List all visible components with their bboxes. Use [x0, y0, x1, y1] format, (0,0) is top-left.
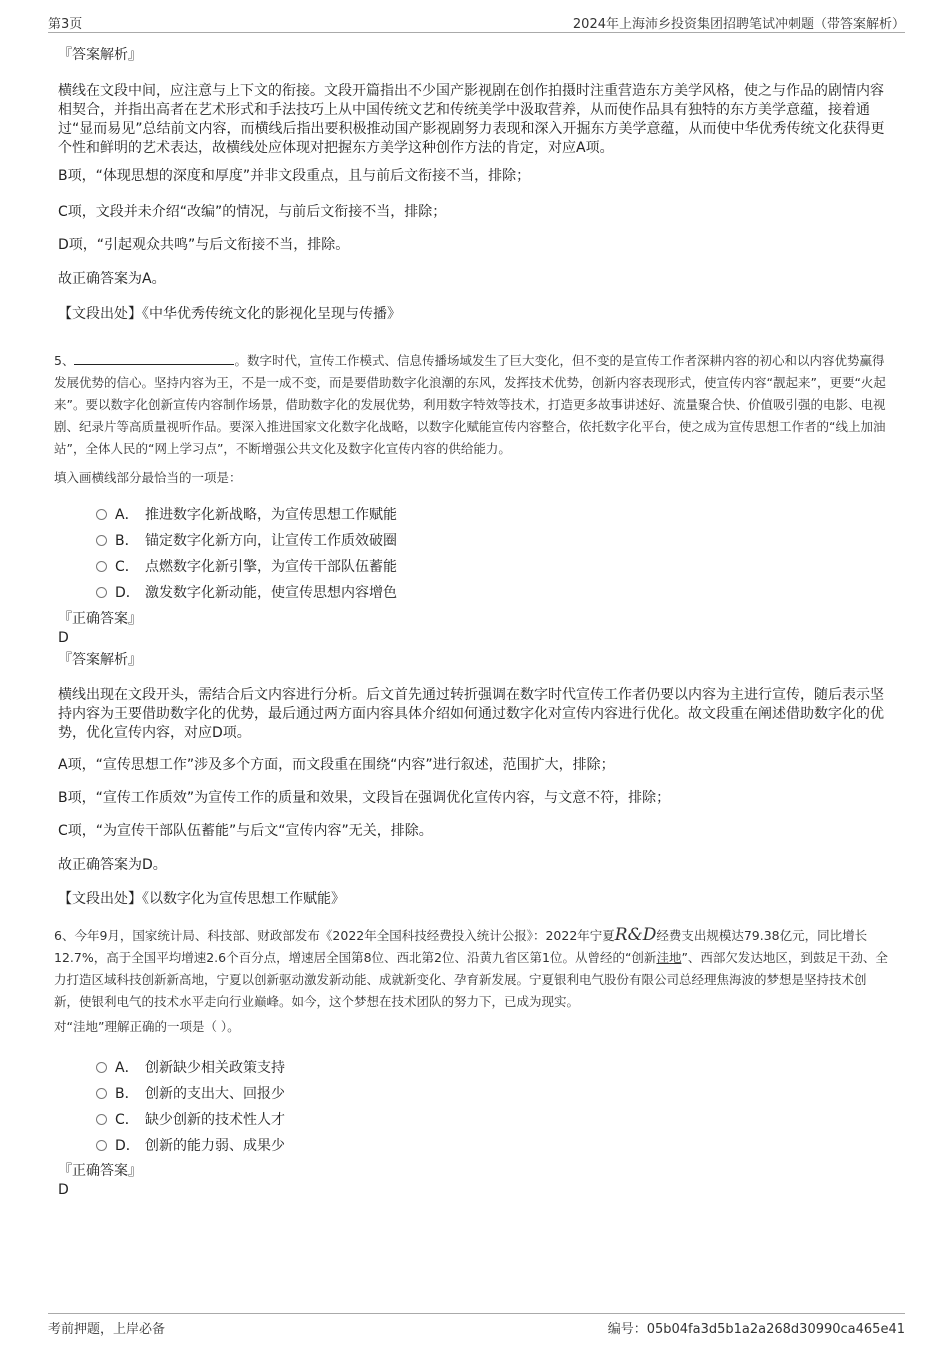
document-title: 2024年上海沛乡投资集团招聘笔试冲刺题（带答案解析）: [572, 17, 905, 32]
q6-answer: D: [58, 1182, 69, 1198]
q5-option-a[interactable]: A． 推进数字化新战略，为宣传思想工作赋能: [96, 504, 397, 524]
q5-answer: D: [58, 630, 69, 646]
q4-source: 【文段出处】《中华优秀传统文化的影视化呈现与传播》: [58, 306, 401, 322]
page-number: 第3页: [48, 17, 83, 32]
q5-analysis-c: C项，“为宣传干部队伍蓄能”与后文“宣传内容”无关，排除。: [58, 823, 433, 839]
q6-stem: 6、今年9月，国家统计局、科技部、财政部发布《2022年全国科技经费投入统计公报》：2022年宁夏R&D经费支出规模达79.38亿元，同比增长12.7%，高于全国平均增速2.6个百分点，增速居全国第8位、西北第2位、沿黄九省区第1位。从曾经的“创新洼地”、西部欠发达地区，到鼓足干劲、全力打造区域科技创新新高地，宁夏以创新驱动激发新动能、成就新变化、孕育新发展。宁夏银利电气股份有限公司总经理焦海波的梦想是坚持技术创新，使银利电气的技术水平走向行业巅峰。如今，这个梦想在技术团队的努力下，已成为现实。: [54, 925, 888, 1009]
radio-icon[interactable]: [96, 535, 107, 546]
q5-blank: [74, 352, 234, 365]
q4-analysis-b: B项，“体现思想的深度和厚度”并非文段重点，且与前后文衔接不当，排除；: [58, 168, 531, 184]
q6-option-b[interactable]: B． 创新的支出大、回报少: [96, 1083, 285, 1103]
radio-icon[interactable]: [96, 1140, 107, 1151]
q5-option-c[interactable]: C． 点燃数字化新引擎，为宣传干部队伍蓄能: [96, 556, 397, 576]
q6-option-d[interactable]: D． 创新的能力弱、成果少: [96, 1135, 285, 1155]
q5-stem: [54, 350, 888, 460]
q4-analysis-text: 横线在文段中间，应注意与上下文的衔接。文段开篇指出不少国产影视剧在创作拍摄时注重营造东方美学风格，使之与作品的剧情内容相契合，并指出高者在艺术形式和手法技巧上从中国传统文艺和传统美学中汲取营养，从而使作品具有独特的东方美学意蕴，接着通过“显而易见”总结前文内容，而横线后指出要积极推动国产影视剧努力表现和深入开掘东方美学意蕴，从而使中华优秀传统文化获得更个性和鲜明的艺术表达，故横线处应体现对把握东方美学这种创作方法的肯定，对应A项。: [58, 83, 885, 156]
page-header: [48, 10, 905, 33]
q5-answer-label: 『正确答案』: [58, 611, 142, 627]
q4-analysis-d: D项，“引起观众共鸣”与后文衔接不当，排除。: [58, 237, 350, 253]
page-footer: [48, 1313, 905, 1336]
radio-icon[interactable]: [96, 561, 107, 572]
math-rd: R&D: [614, 925, 657, 945]
radio-icon[interactable]: [96, 587, 107, 598]
footer-slogan: 考前押题，上岸必备: [48, 1322, 166, 1337]
q5-analysis-label: 『答案解析』: [58, 652, 142, 668]
q5-analysis-b: B项，“宣传工作质效”为宣传工作的质量和效果，文段旨在强调优化宣传内容，与文意不符，排除；: [58, 790, 671, 806]
q5-number: 5、: [54, 353, 75, 368]
radio-icon[interactable]: [96, 1114, 107, 1125]
q6-answer-label: 『正确答案』: [58, 1163, 142, 1179]
q6-option-c[interactable]: C． 缺少创新的技术性人才: [96, 1109, 285, 1129]
radio-icon[interactable]: [96, 1062, 107, 1073]
q5-prompt: 填入画横线部分最恰当的一项是：: [54, 470, 242, 485]
radio-icon[interactable]: [96, 1088, 107, 1099]
q6-prompt: 对“洼地”理解正确的一项是（ ）。: [54, 1019, 240, 1034]
q5-stem-text: 。数字时代，宣传工作模式、信息传播场域发生了巨大变化，但不变的是宣传工作者深耕内容的初心和以内容优势赢得发展优势的信心。坚持内容为王，不是一成不变，而是要借助数字化浪潮的东风，发挥技术优势，创新内容表现形式，使宣传内容“靓起来”，更要“火起来”。要以数字化创新宣传内容制作场景，借助数字化的发展优势，利用数字特效等技术，打造更多故事讲述好、流量聚合快、价值吸引强的电影、电视剧、纪录片等高质量视听作品。要深入推进国家文化数字化战略，以数字化赋能宣传内容整合，依托数字化平台，使之成为宣传思想工作者的“线上加油站”，全体人民的“网上学习点”，不断增强公共文化及数字化宣传内容的供给能力。: [54, 353, 886, 456]
underlined-term: 洼地: [656, 950, 682, 965]
q6-option-a[interactable]: A． 创新缺少相关政策支持: [96, 1057, 285, 1077]
q5-option-b[interactable]: B． 锚定数字化新方向，让宣传工作质效破圈: [96, 530, 397, 550]
q5-analysis-a: A项，“宣传思想工作”涉及多个方面，而文段重在围绕“内容”进行叙述，范围扩大，排除；: [58, 757, 615, 773]
q6-number: 6、: [54, 928, 75, 943]
q5-source: 【文段出处】《以数字化为宣传思想工作赋能》: [58, 891, 345, 907]
q4-analysis-c: C项，文段并未介绍“改编”的情况，与前后文衔接不当，排除；: [58, 204, 447, 220]
q4-conclusion: 故正确答案为A。: [58, 271, 166, 287]
q5-conclusion: 故正确答案为D。: [58, 857, 167, 873]
q4-analysis-label: 『答案解析』: [58, 47, 142, 63]
radio-icon[interactable]: [96, 509, 107, 520]
footer-serial: 编号：05b04fa3d5b1a2a268d30990ca465e41: [607, 1322, 905, 1337]
q5-option-d[interactable]: D． 激发数字化新动能，使宣传思想内容增色: [96, 582, 397, 602]
q5-analysis-text: 横线出现在文段开头，需结合后文内容进行分析。后文首先通过转折强调在数字时代宣传工作者仍要以内容为主进行宣传，随后表示坚持内容为王要借助数字化的优势，最后通过两方面内容具体介绍如何通过数字化对宣传内容进行优化。故文段重在阐述借助数字化的优势，优化宣传内容，对应D项。: [58, 687, 884, 741]
